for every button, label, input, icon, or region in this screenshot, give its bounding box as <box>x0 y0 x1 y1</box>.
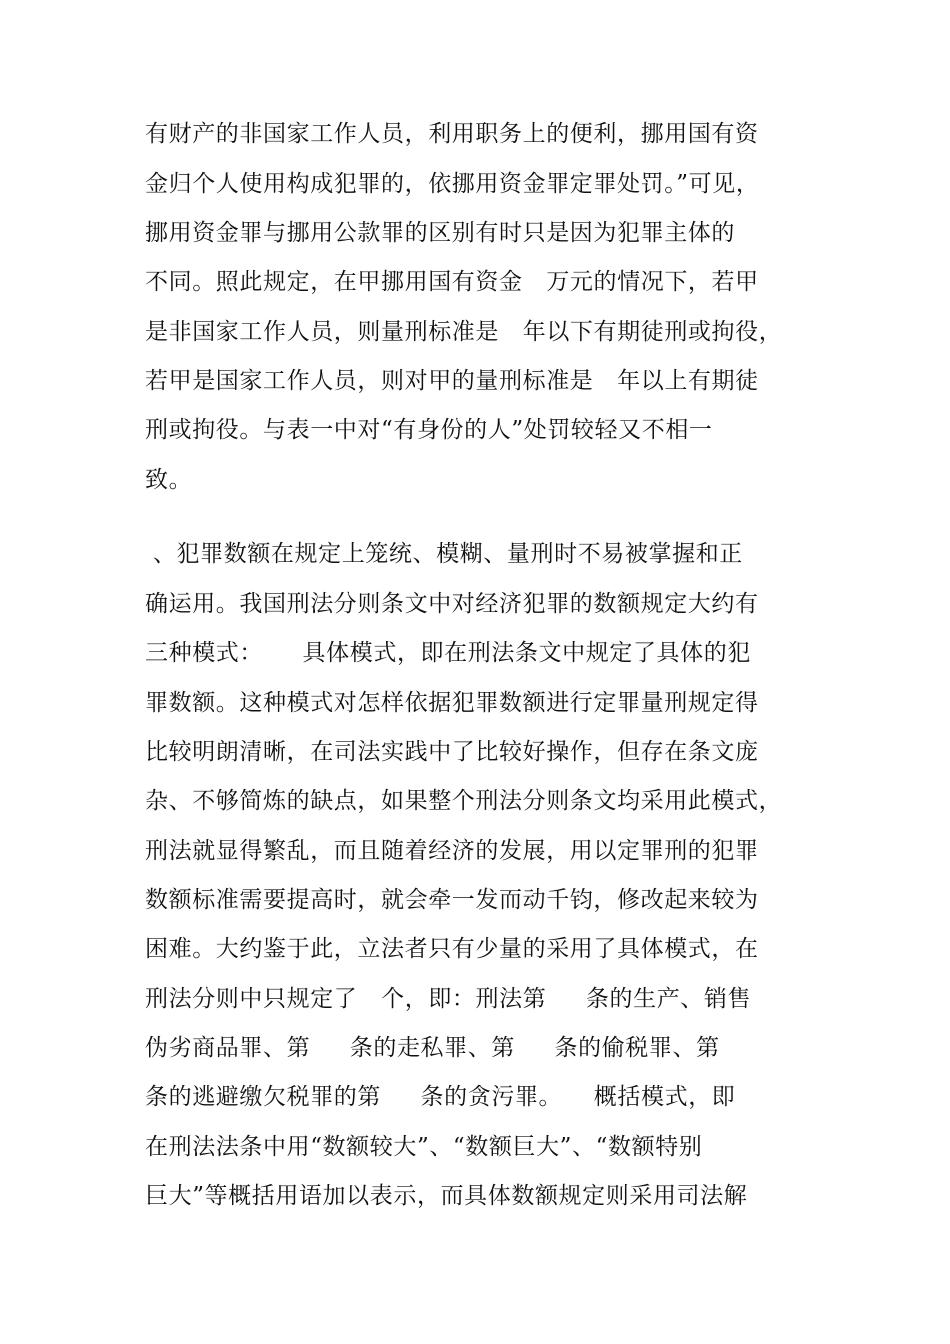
text-line: 在刑法法条中用“数额较大”、“数额巨大”、“数额特别 <box>145 1134 703 1160</box>
text-line: 若甲是国家工作人员，则对甲的量刑标准是 年以上有期徒 <box>145 368 759 394</box>
text-line: 致。 <box>145 467 193 493</box>
text-line: 刑或拘役。与表一中对“有身份的人”处罚较轻又不相一 <box>145 417 713 443</box>
text-line: 比较明朗清晰，在司法实践中了比较好操作，但存在条文庞 <box>145 739 759 765</box>
text-line: 巨大”等概括用语加以表示，而具体数额规定则采用司法解 <box>145 1183 748 1209</box>
text-line: 不同。照此规定，在甲挪用国有资金 万元的情况下，若甲 <box>145 269 759 295</box>
text-line: 金归个人使用构成犯罪的，依挪用资金罪定罪处罚。”可见， <box>145 171 760 197</box>
text-line: 挪用资金罪与挪用公款罪的区别有时只是因为犯罪主体的 <box>145 220 735 246</box>
text-line: 刑法就显得繁乱，而且随着经济的发展，用以定罪刑的犯罪 <box>145 838 759 864</box>
text-line: 伪劣商品罪、第 条的走私罪、第 条的偷税罪、第 <box>145 1035 720 1061</box>
text-line: 条的逃避缴欠税罪的第 条的贪污罪。 概括模式，即 <box>145 1084 736 1110</box>
text-line: 刑法分则中只规定了 个，即：刑法第 条的生产、销售 <box>145 986 752 1012</box>
text-line: 困难。大约鉴于此，立法者只有少量的采用了具体模式，在 <box>145 936 759 962</box>
text-line: 三种模式： 具体模式，即在刑法条文中规定了具体的犯 <box>145 640 751 666</box>
text-line: 有财产的非国家工作人员，利用职务上的便利，挪用国有资 <box>145 121 759 147</box>
text-line: 确运用。我国刑法分则条文中对经济犯罪的数额规定大约有 <box>145 591 759 617</box>
text-line: 杂、不够简炼的缺点，如果整个刑法分则条文均采用此模式， <box>145 788 783 814</box>
text-line: 、犯罪数额在规定上笼统、模糊、量刑时不易被掌握和正 <box>145 541 743 567</box>
text-line: 数额标准需要提高时，就会牵一发而动千钧，修改起来较为 <box>145 887 759 913</box>
text-line: 是非国家工作人员，则量刑标准是 年以下有期徒刑或拘役， <box>145 319 783 345</box>
text-line: 罪数额。这种模式对怎样依据犯罪数额进行定罪量刑规定得 <box>145 690 759 716</box>
